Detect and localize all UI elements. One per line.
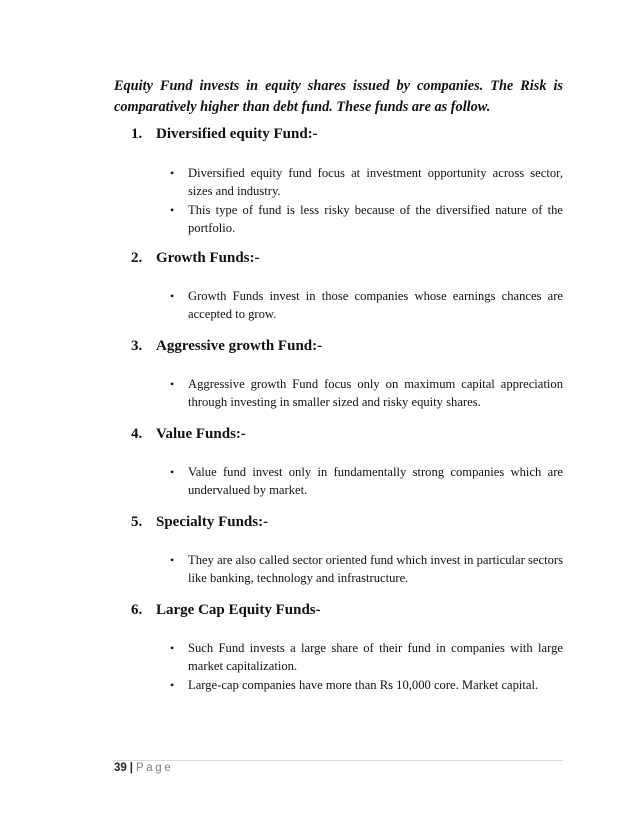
bullet-icon: • [170, 465, 175, 479]
bullet-icon: • [170, 678, 175, 692]
section-number: 4. [131, 426, 143, 442]
list-item: • Aggressive growth Fund focus only on maximum capital appreciation through investing in smaller sized and risky equity shares. [170, 377, 563, 409]
section-number: 3. [131, 338, 143, 354]
section-title: Value Funds:- [156, 426, 246, 442]
bullet-icon: • [170, 553, 175, 567]
bullet-list [131, 376, 563, 411]
section-title: Aggressive growth Fund:- [156, 338, 323, 354]
page-footer [114, 762, 173, 774]
section-heading [131, 336, 563, 356]
section-title: Diversified equity Fund:- [156, 126, 318, 142]
section-number: 5. [131, 514, 143, 530]
section-number: 2. [131, 250, 143, 266]
section-number: 6. [131, 602, 143, 618]
footer-divider [114, 760, 563, 761]
section-heading [131, 124, 563, 144]
section-heading [131, 512, 563, 532]
section-heading [131, 248, 563, 268]
list-item: • Diversified equity fund focus at investment opportunity across sector, sizes and industry. [170, 166, 563, 198]
page-label: Page [136, 762, 174, 774]
intro-paragraph: Equity Fund invests in equity shares issued by companies. The Risk is comparatively higher than debt fund. These funds are as follow. [114, 78, 563, 115]
bullet-list [131, 288, 563, 323]
section-title: Growth Funds:- [156, 250, 260, 266]
section-title: Specialty Funds:- [156, 514, 269, 530]
footer-separator: | [129, 762, 134, 774]
section-title: Large Cap Equity Funds- [156, 602, 321, 618]
bullet-icon: • [170, 166, 175, 180]
section-number: 1. [131, 126, 143, 142]
bullet-list [131, 464, 563, 499]
section-heading [131, 600, 563, 620]
page-number: 39 [114, 762, 127, 774]
section-diversified-equity-fund [131, 124, 563, 237]
bullet-icon: • [170, 203, 175, 217]
section-large-cap-equity-funds [131, 600, 563, 695]
section-aggressive-growth-fund [131, 336, 563, 411]
bullet-icon: • [170, 289, 175, 303]
section-value-funds [131, 424, 563, 499]
list-item: • Growth Funds invest in those companies whose earnings chances are accepted to grow. [170, 289, 563, 321]
bullet-icon: • [170, 377, 175, 391]
bullet-icon: • [170, 641, 175, 655]
list-item: • Such Fund invests a large share of their fund in companies with large market capitalization. [170, 641, 563, 673]
section-growth-funds [131, 248, 563, 323]
section-specialty-funds [131, 512, 563, 587]
bullet-list [131, 640, 563, 695]
list-item: • They are also called sector oriented fund which invest in particular sectors like banking, technology and infrastructure. [170, 553, 563, 585]
list-item: • Large-cap companies have more than Rs 10,000 core. Market capital. [131, 677, 563, 695]
list-item: • Value fund invest only in fundamentally strong companies which are undervalued by market. [170, 465, 563, 497]
bullet-list [131, 165, 563, 237]
section-heading [131, 424, 563, 444]
list-item: • This type of fund is less risky because of the diversified nature of the portfolio. [170, 203, 563, 235]
bullet-list [131, 552, 563, 587]
